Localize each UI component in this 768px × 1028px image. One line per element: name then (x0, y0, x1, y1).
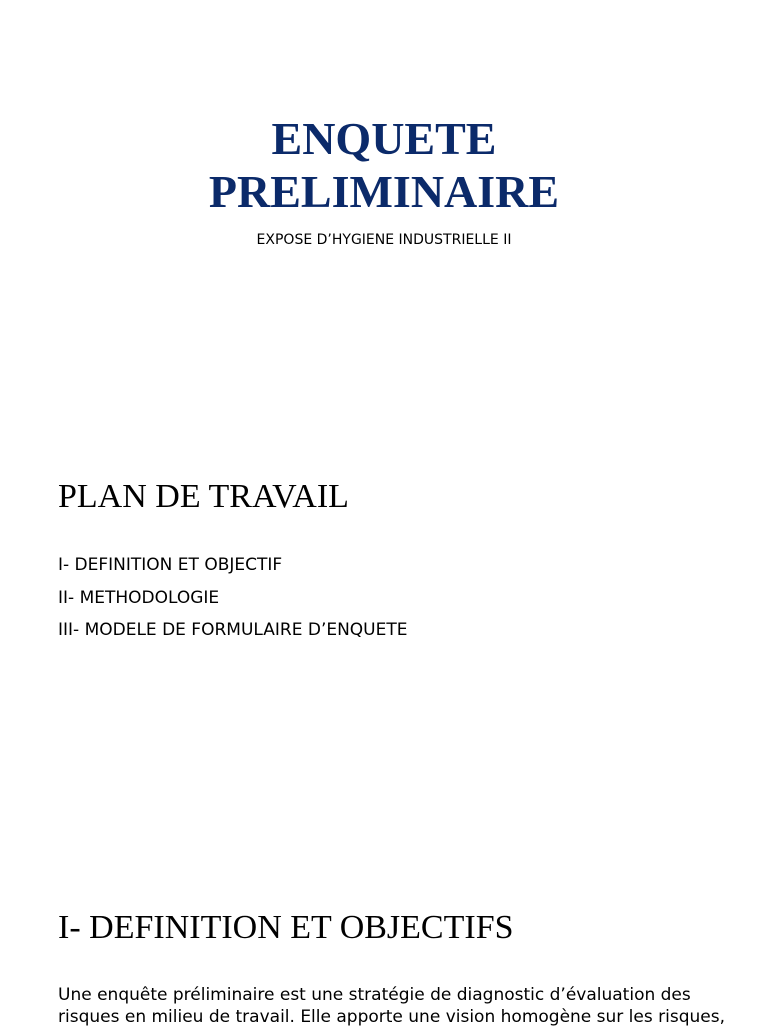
definition-heading: I- DEFINITION ET OBJECTIFS (58, 909, 514, 946)
title-line-2: PRELIMINAIRE (208, 166, 560, 217)
definition-body: Une enquête préliminaire est une stratégie de diagnostic d’évaluation des risques en milieu de travail. Elle apporte une vision homogène sur les risques, (58, 985, 725, 1027)
plan-heading: PLAN DE TRAVAIL (58, 478, 349, 515)
plan-item: III- MODELE DE FORMULAIRE D’ENQUETE (58, 620, 408, 640)
presentation-subtitle: EXPOSE D’HYGIENE INDUSTRIELLE II (256, 232, 512, 248)
plan-item: I- DEFINITION ET OBJECTIF (58, 555, 283, 575)
presentation-title (0, 112, 768, 218)
title-line-1: ENQUETE (271, 113, 497, 164)
plan-item: II- METHODOLOGIE (58, 587, 220, 608)
title-slide (0, 0, 768, 430)
plan-list (58, 549, 408, 647)
